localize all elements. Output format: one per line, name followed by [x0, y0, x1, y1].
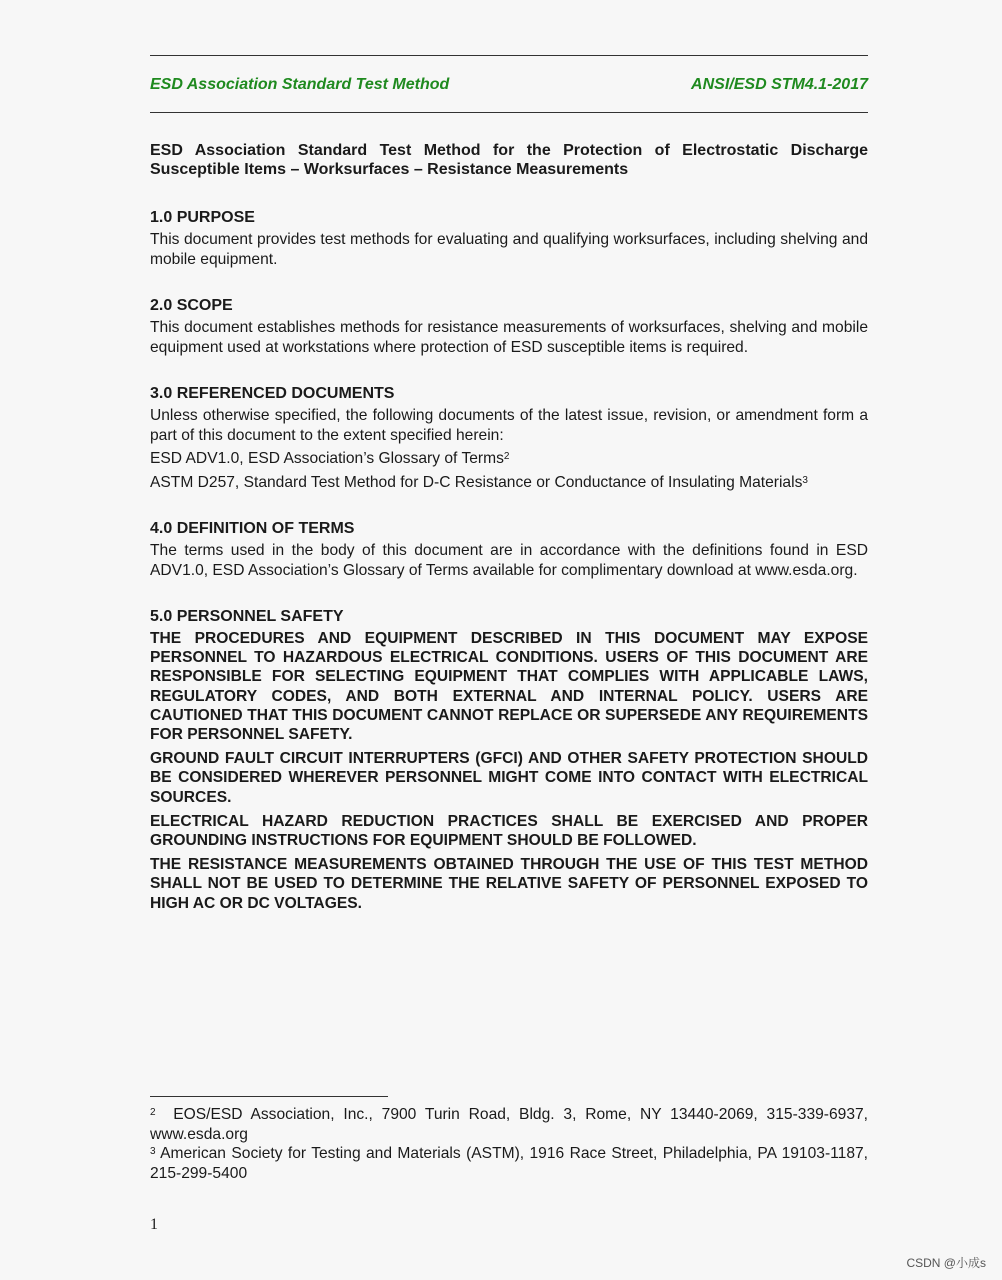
header-bottom-rule: [150, 112, 868, 113]
footnote-3: [150, 1144, 868, 1183]
footnote-marker: 2: [503, 451, 510, 462]
header-standard-id: ANSI/ESD STM4.1-2017: [691, 76, 868, 93]
footnote-text: American Society for Testing and Materials (ASTM), 1916 Race Street, Philadelphia, PA 19103-1187, 215-299-5400: [150, 1145, 868, 1182]
section-text: This document establishes methods for resistance measurements of worksurfaces, shelving and mobile equipment used at workstations where protection of ESD susceptible items is required.: [150, 319, 868, 356]
section-text: Unless otherwise specified, the following documents of the latest issue, revision, or amendment form a part of this document to the extent specified herein:: [150, 407, 868, 444]
reference-text: ASTM D257, Standard Test Method for D-C Resistance or Conductance of Insulating Materials: [150, 473, 803, 491]
section-heading: 3.0 REFERENCED DOCUMENTS: [150, 385, 395, 402]
page-number: 1: [150, 1216, 158, 1233]
footnote-text: EOS/ESD Association, Inc., 7900 Turin Road, Bldg. 3, Rome, NY 13440-2069, 315-339-6937, www.esda.org: [150, 1106, 869, 1143]
footnote-marker: 2: [150, 1107, 156, 1118]
section-text: This document provides test methods for evaluating and qualifying worksurfaces, including shelving and mobile equipment.: [150, 231, 868, 268]
reference-item: [150, 449, 868, 469]
safety-paragraph: THE PROCEDURES AND EQUIPMENT DESCRIBED IN THIS DOCUMENT MAY EXPOSE PERSONNEL TO HAZARDOUS ELECTRICAL CONDITIONS. USERS OF THIS DOCUMENT ARE RESPONSIBLE FOR SELECTING EQUIPMENT THAT COMPLIES WITH APPLICABLE LAWS, REGULATORY CODES, AND BOTH EXTERNAL AND INTERNAL POLICY. USERS ARE CAUTIONED THAT THIS DOCUMENT CANNOT REPLACE OR SUPERSEDE ANY REQUIREMENTS FOR PERSONNEL SAFETY.: [150, 630, 868, 744]
document-body: [150, 141, 868, 918]
section-heading: 2.0 SCOPE: [150, 297, 233, 314]
footnote-marker: 3: [802, 474, 808, 486]
reference-item: [150, 473, 868, 493]
header-top-rule: [150, 55, 868, 56]
safety-paragraph: ELECTRICAL HAZARD REDUCTION PRACTICES SHALL BE EXERCISED AND PROPER GROUNDING INSTRUCTIONS FOR EQUIPMENT SHOULD BE FOLLOWED.: [150, 812, 868, 850]
section-heading: 5.0 PERSONNEL SAFETY: [150, 608, 344, 625]
safety-paragraph: GROUND FAULT CIRCUIT INTERRUPTERS (GFCI) AND OTHER SAFETY PROTECTION SHOULD BE CONSIDERED WHEREVER PERSONNEL MIGHT COME INTO CONTACT WITH ELECTRICAL SOURCES.: [150, 750, 868, 806]
footnote-marker: 3: [150, 1146, 156, 1157]
header-left-title: ESD Association Standard Test Method: [150, 76, 450, 93]
watermark: CSDN @小成s: [906, 1256, 986, 1270]
safety-paragraph: THE RESISTANCE MEASUREMENTS OBTAINED THROUGH THE USE OF THIS TEST METHOD SHALL NOT BE USED TO DETERMINE THE RELATIVE SAFETY OF PERSONNEL EXPOSED TO HIGH AC OR DC VOLTAGES.: [150, 856, 868, 912]
section-referenced-documents: [150, 384, 868, 492]
footnotes: [150, 1105, 868, 1183]
section-heading: 1.0 PURPOSE: [150, 209, 255, 226]
section-purpose: [150, 208, 868, 269]
section-heading: 4.0 DEFINITION OF TERMS: [150, 520, 355, 537]
footnote-2: [150, 1105, 868, 1144]
section-scope: [150, 296, 868, 357]
footnote-rule: [150, 1096, 388, 1097]
section-definitions: [150, 519, 868, 580]
section-personnel-safety: [150, 607, 868, 913]
document-title: ESD Association Standard Test Method for the Protection of Electrostatic Discharge Susceptible Items – Worksurfaces – Resistance Measurements: [150, 142, 868, 178]
reference-text: ESD ADV1.0, ESD Association’s Glossary of Terms: [150, 450, 504, 467]
section-text: The terms used in the body of this document are in accordance with the definitions found in ESD ADV1.0, ESD Association’s Glossary of Terms available for complimentary download at www.esda.org.: [150, 542, 868, 579]
